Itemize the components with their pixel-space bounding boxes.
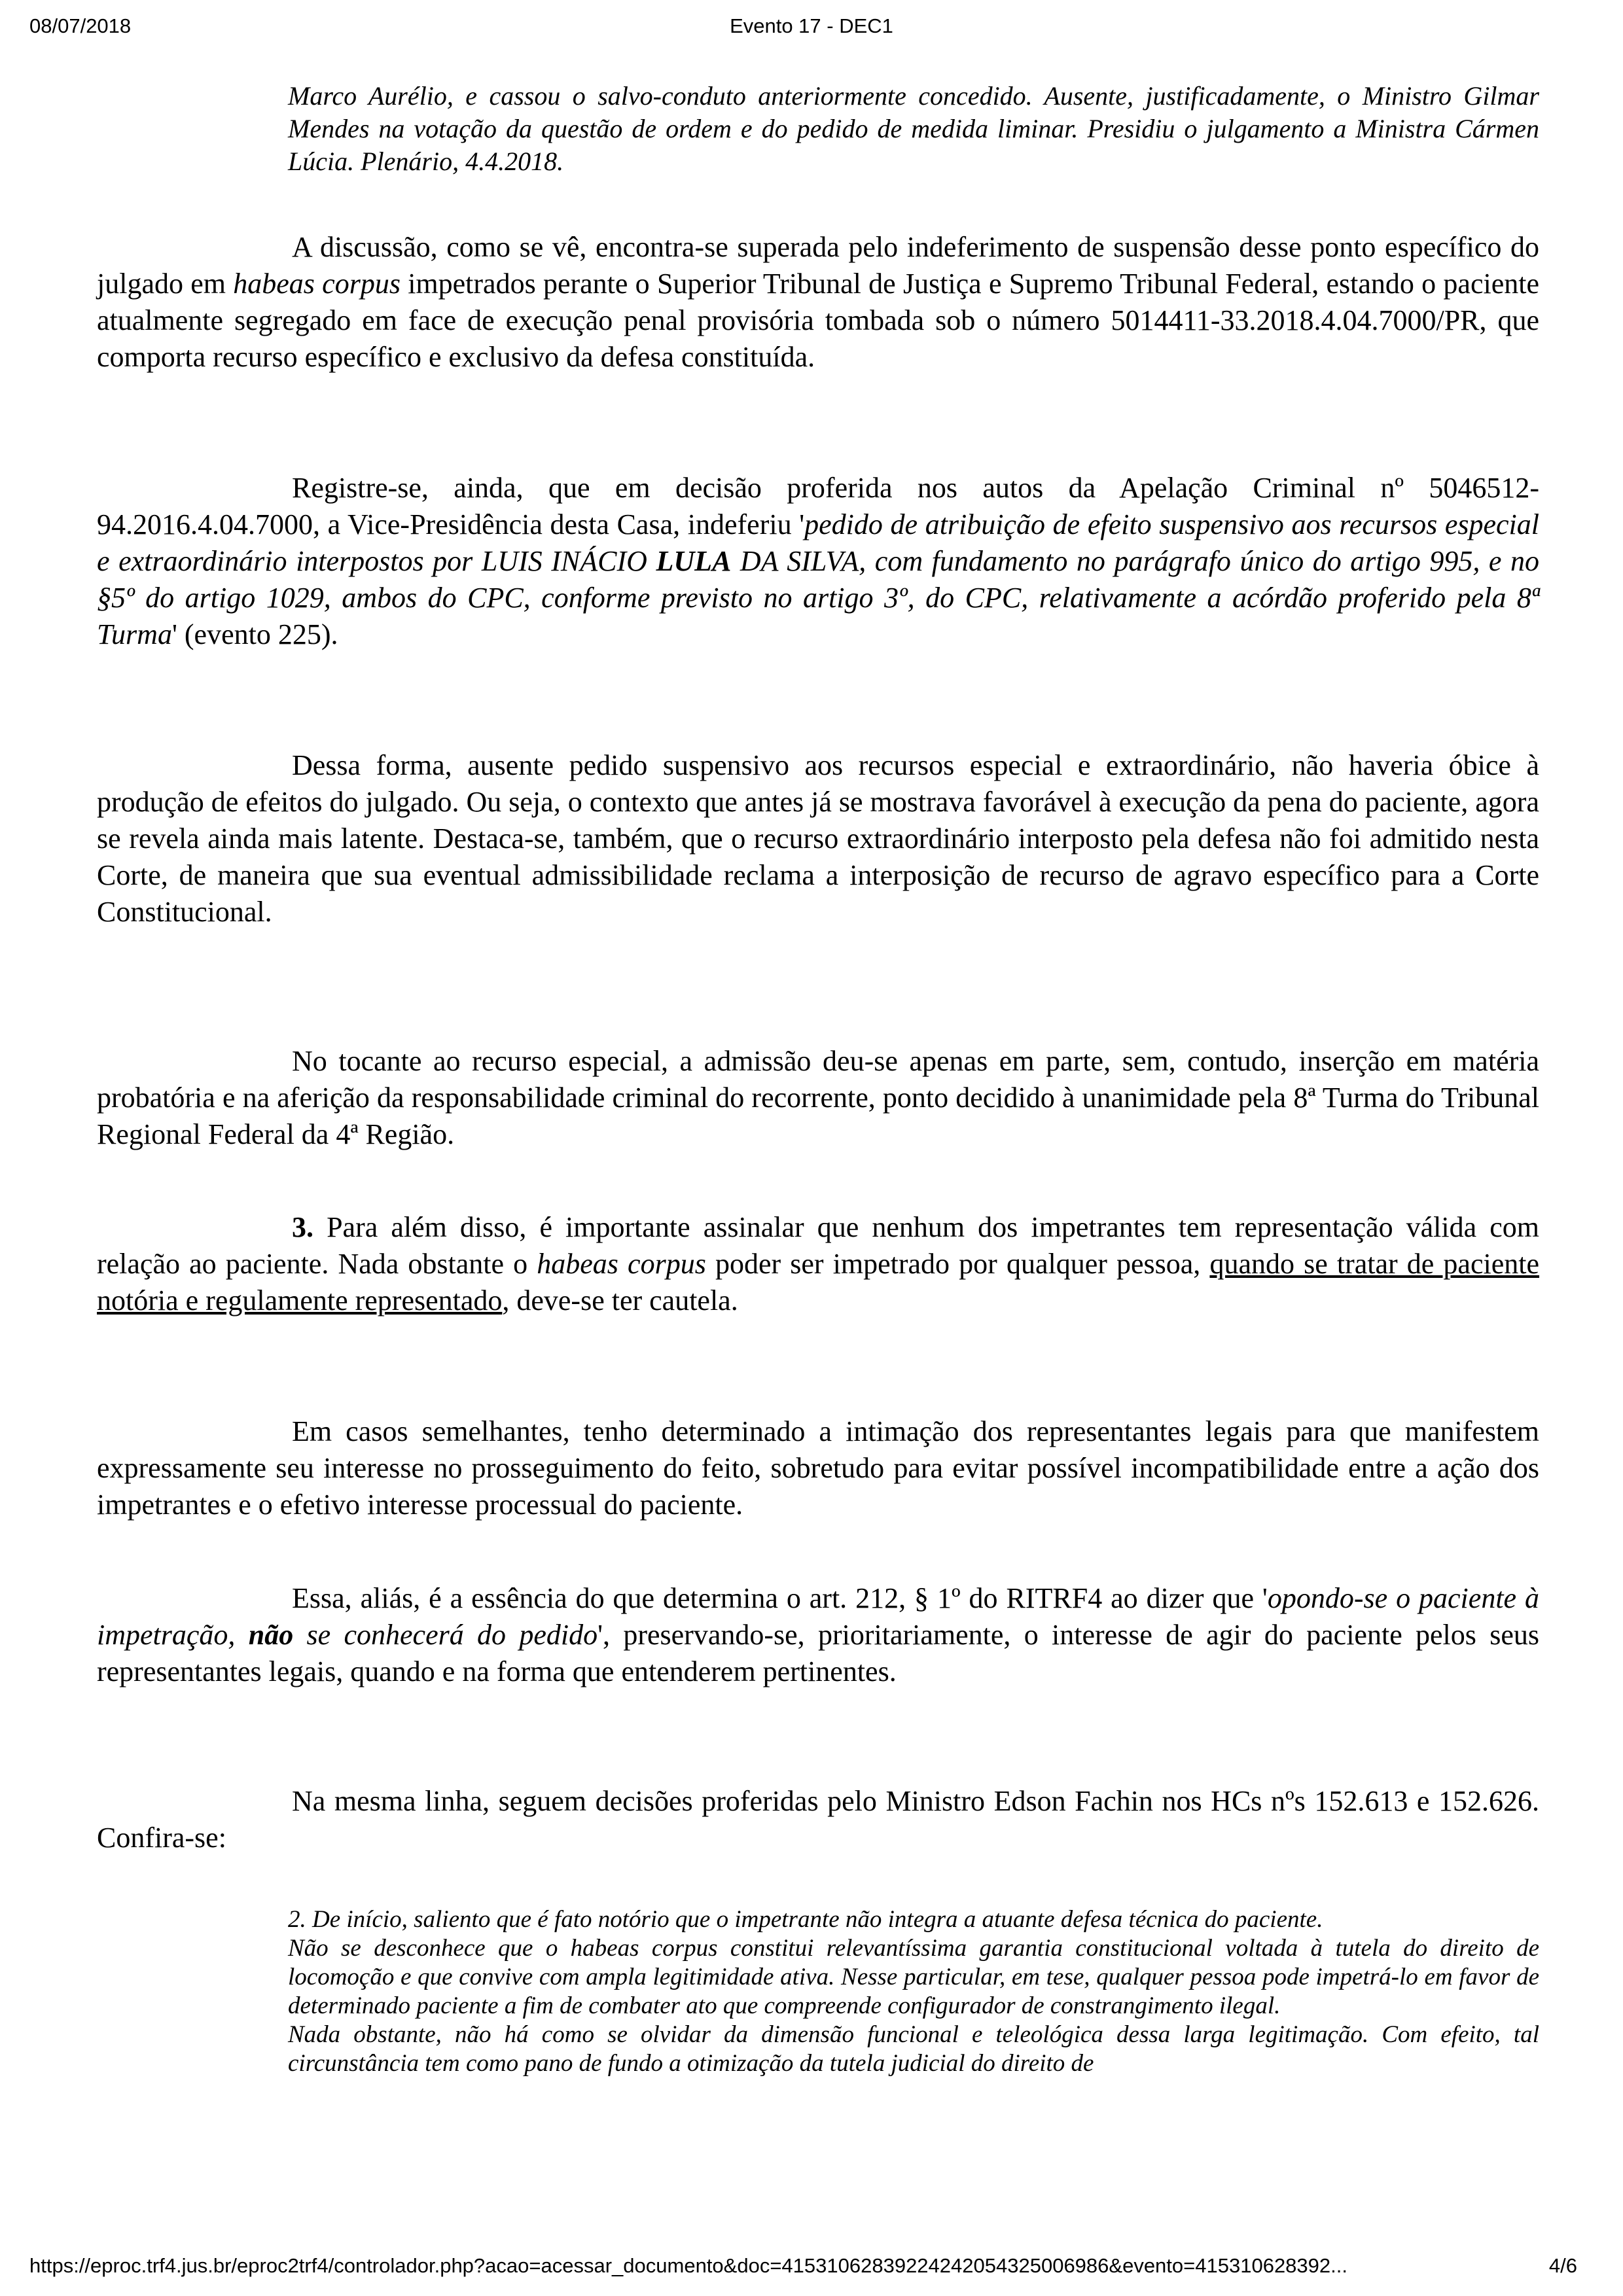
- p5-text-c: poder ser impetrado por qualquer pessoa,: [705, 1248, 1210, 1280]
- p7-text-a: Essa, aliás, é a essência do que determina o art. 212, § 1º do RITRF4 ao dizer que ': [292, 1582, 1268, 1614]
- page-number: 4/6: [1548, 2254, 1577, 2277]
- p7-quote-a: opondo-se o paciente à impetração,: [97, 1582, 1540, 1651]
- paragraph-1: [97, 229, 1539, 376]
- paragraph-6: Em casos semelhantes, tenho determinado a intimação dos representantes legais para que manifestem expressamente seu interesse no prosseguimento do feito, sobretudo para evitar possível incompatibilidade entre a ação dos impetrantes e o efetivo interesse processual do paciente.: [97, 1415, 1539, 1521]
- paragraph-8: Na mesma linha, seguem decisões proferidas pelo Ministro Edson Fachin nos HCs nºs 152.613 e 152.626. Confira-se:: [97, 1785, 1539, 1854]
- quote-bottom: [288, 1905, 1539, 2078]
- paragraph-5: [97, 1209, 1539, 1319]
- p1-text-c: impetrados perante o Superior Tribunal de Justiça e Supremo Tribunal Federal, estando o paciente atualmente segregado em face de execução penal provisória tombada sob o número 5014411-33.2018.4.04.7000/PR, que comporta recurso específico e exclusivo da defesa constituída.: [97, 268, 1539, 373]
- p2-quote-b: DA SILVA, com fundamento no parágrafo único do artigo 995, e no §5º do artigo 1029, ambos do CPC, conforme previsto no artigo 3º, do CPC, relativamente a acórdão proferido pela 8ª Turma: [97, 545, 1539, 650]
- p2-text-e: ' (evento 225).: [171, 618, 338, 650]
- p5-number: 3.: [292, 1211, 313, 1243]
- p2-text-a: Registre-se, ainda, que em decisão proferida nos autos da Apelação Criminal nº 5046512-94.2016.4.04.7000, a Vice-Presidência desta Casa, indeferiu ': [97, 472, 1539, 540]
- p1-habeas-corpus: habeas corpus: [233, 268, 401, 300]
- p2-quote-lula: LULA: [656, 545, 732, 577]
- paragraph-3: Dessa forma, ausente pedido suspensivo aos recursos especial e extraordinário, não haveria óbice à produção de efeitos do julgado. Ou seja, o contexto que antes já se mostrava favorável à execução da pena do paciente, agora se revela ainda mais latente. Destaca-se, também, que o recurso extraordinário interposto pela defesa não foi admitido nesta Corte, de maneira que sua eventual admissibilidade reclama a interposição de recurso de agravo específico para a Corte Constitucional.: [97, 749, 1539, 928]
- p5-text-e: , deve-se ter cautela.: [502, 1284, 738, 1316]
- quote-bottom-line-1: 2. De início, saliento que é fato notório que o impetrante não integra a atuante defesa técnica do paciente.: [288, 1906, 1323, 1933]
- document-title: Evento 17 - DEC1: [730, 14, 893, 37]
- page-url: https://eproc.trf4.jus.br/eproc2trf4/controlador.php?acao=acessar_documento&doc=41531062839224242054325006986&evento=415310628392...: [29, 2254, 1347, 2277]
- paragraph-2: [97, 470, 1539, 653]
- p1-text-a: A discussão, como se vê, encontra-se superada pelo indeferimento de suspensão desse ponto específico do julgado em: [97, 231, 1539, 300]
- p7-quote-b: se conhecerá do pedido: [293, 1619, 598, 1651]
- quote-top: Marco Aurélio, e cassou o salvo-conduto anteriormente concedido. Ausente, justificadamente, o Ministro Gilmar Mendes na votação da questão de ordem e do pedido de medida liminar. Presidiu o julgamento a Ministra Cármen Lúcia. Plenário, 4.4.2018.: [288, 81, 1539, 176]
- p2-quote-a: pedido de atribuição de efeito suspensivo aos recursos especial e extraordinário interpostos por LUIS INÁCIO: [97, 508, 1539, 577]
- p5-habeas-corpus: habeas corpus: [537, 1248, 706, 1280]
- p5-underlined: quando se tratar de paciente notória e regulamente representado: [97, 1248, 1540, 1316]
- print-date: 08/07/2018: [29, 14, 132, 37]
- quote-bottom-line-2: Não se desconhece que o habeas corpus constitui relevantíssima garantia constitucional voltada à tutela do direito de locomoção e que convive com ampla legitimidade ativa. Nesse particular, em tese, qualquer pessoa pode impetrá-lo em favor de determinado paciente a fim de combater ato que compreende configurador de constrangimento ilegal.: [288, 1935, 1539, 2019]
- quote-bottom-line-3: Nada obstante, não há como se olvidar da dimensão funcional e teleológica dessa larga legitimação. Com efeito, tal circunstância tem como pano de fundo a otimização da tutela judicial do direito de: [288, 2021, 1539, 2077]
- p7-quote-nao: não: [248, 1619, 294, 1651]
- p5-text-a: Para além disso, é importante assinalar que nenhum dos impetrantes tem representação válida com relação ao paciente. Nada obstante o: [97, 1211, 1539, 1280]
- p7-text-e: ', preservando-se, prioritariamente, o interesse de agir do paciente pelos seus representantes legais, quando e na forma que entenderem pertinentes.: [97, 1619, 1539, 1687]
- paragraph-7: [97, 1580, 1539, 1690]
- paragraph-4: No tocante ao recurso especial, a admissão deu-se apenas em parte, sem, contudo, inserção em matéria probatória e na aferição da responsabilidade criminal do recorrente, ponto decidido à unanimidade pela 8ª Turma do Tribunal Regional Federal da 4ª Região.: [97, 1045, 1539, 1150]
